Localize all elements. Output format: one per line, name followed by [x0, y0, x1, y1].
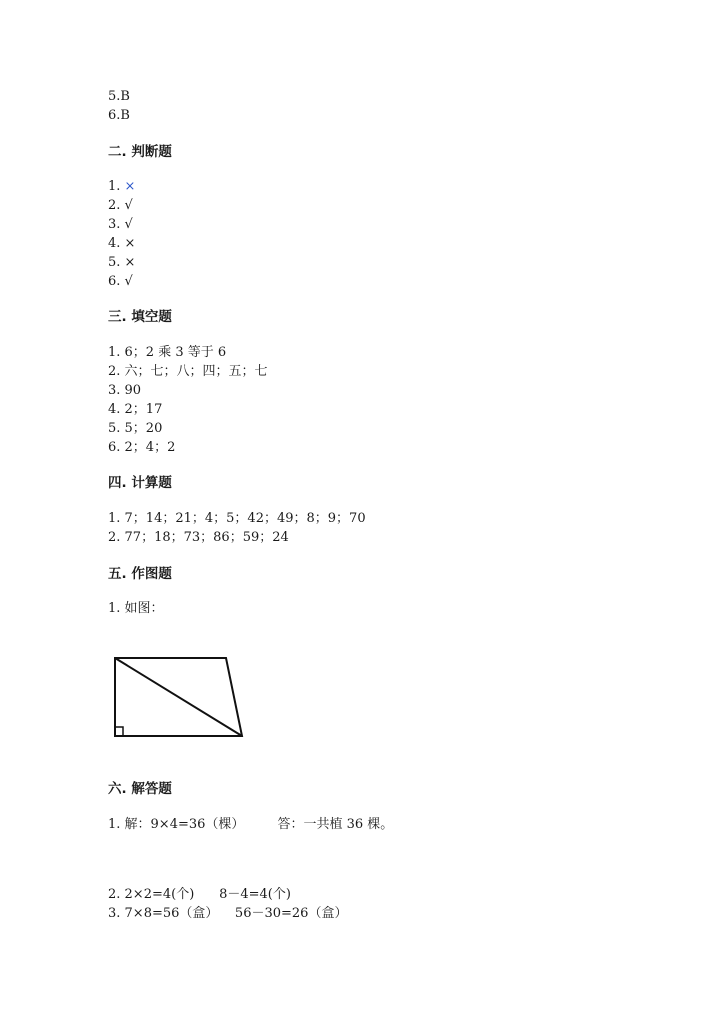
answer-line: 1. 7；14；21；4；5；42；49；8；9；70	[108, 511, 366, 526]
section-heading-fill-blank: 三. 填空题	[108, 309, 172, 325]
answer-line: 5.B	[108, 89, 130, 104]
answer-line: 3. 7×8=56（盒） 56－30=26（盒）	[108, 906, 348, 921]
judgement-item	[108, 178, 135, 196]
check-mark-icon: √	[124, 274, 133, 289]
answer-line: 2. 2×2=4(个) 8－4=4(个)	[108, 887, 291, 902]
judgement-item	[108, 197, 133, 215]
cross-mark-icon: ×	[124, 236, 136, 251]
answer-line: 2. 77；18；73；86；59；24	[108, 530, 289, 545]
answer-line: 4. 2；17	[108, 402, 163, 417]
item-number: 5.	[108, 255, 121, 270]
answer-line: 6. 2；4；2	[108, 440, 176, 455]
judgement-item	[108, 254, 135, 272]
answer-line: 3. 90	[108, 383, 142, 398]
trapezoid-diagonal	[115, 658, 242, 736]
answer-line: 1. 解：9×4=36（棵） 答：一共植 36 棵。	[108, 817, 394, 832]
judgement-item	[108, 216, 133, 234]
item-number: 6.	[108, 274, 121, 289]
item-number: 4.	[108, 236, 121, 251]
section-heading-drawing: 五. 作图题	[108, 566, 172, 582]
item-number: 3.	[108, 217, 121, 232]
judgement-item	[108, 273, 133, 291]
trapezoid-diagram	[108, 650, 253, 745]
section-heading-judgement: 二. 判断题	[108, 144, 172, 160]
answer-line: 5. 5；20	[108, 421, 163, 436]
check-mark-icon: √	[124, 198, 133, 213]
check-mark-icon: √	[124, 217, 133, 232]
judgement-item	[108, 235, 135, 253]
right-angle-icon	[115, 727, 123, 736]
trapezoid-figure	[108, 650, 253, 749]
section-heading-calculation: 四. 计算题	[108, 475, 172, 491]
item-number: 2.	[108, 198, 121, 213]
item-number: 1.	[108, 179, 121, 194]
cross-mark-icon: ×	[124, 179, 136, 194]
section-heading-word-problems: 六. 解答题	[108, 781, 172, 797]
answer-line: 1. 6；2 乘 3 等于 6	[108, 345, 227, 360]
cross-mark-icon: ×	[124, 255, 136, 270]
answer-line: 6.B	[108, 108, 130, 123]
answer-line: 2. 六；七；八；四；五；七	[108, 364, 268, 379]
answer-line: 1. 如图：	[108, 601, 164, 616]
